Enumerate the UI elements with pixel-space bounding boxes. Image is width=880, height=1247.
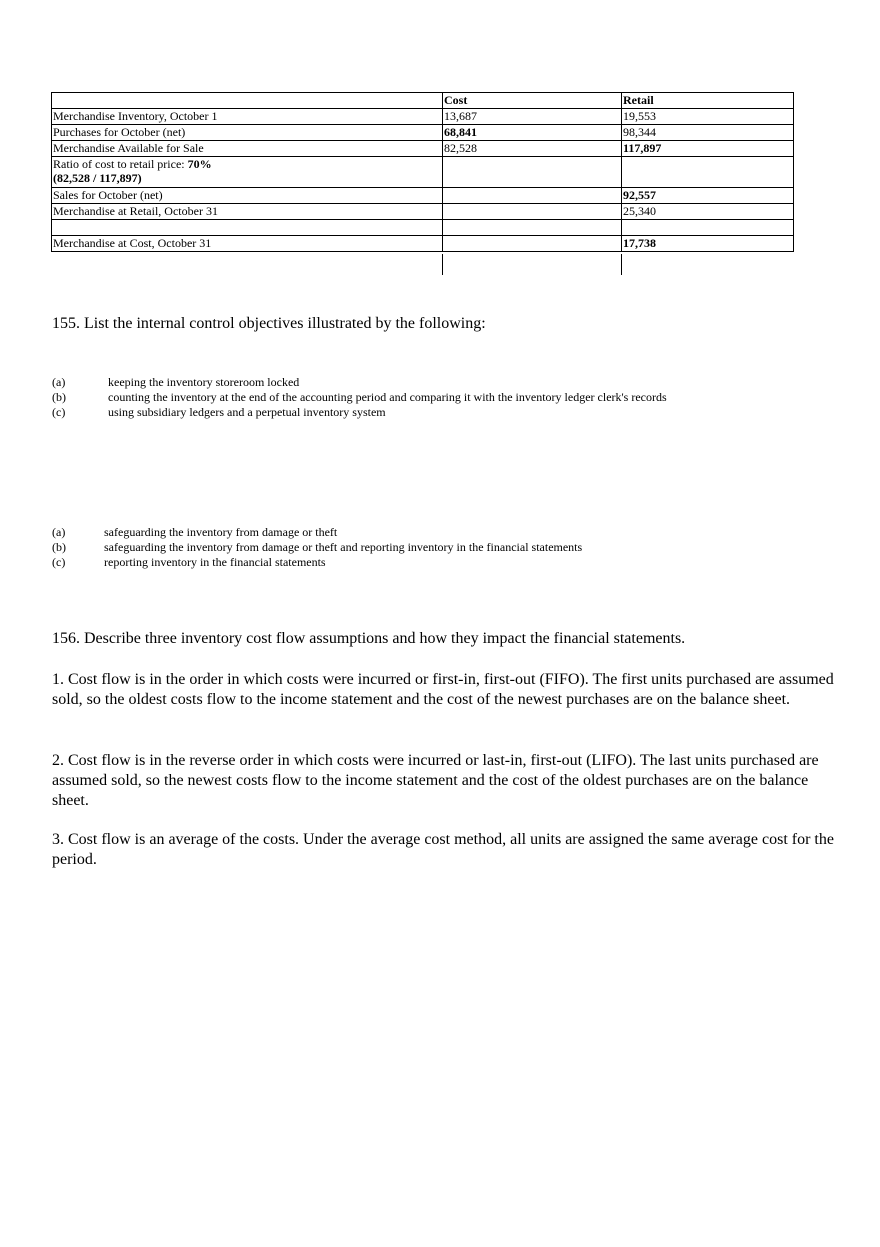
item-marker: (b)	[52, 390, 66, 404]
row-cost: 13,687	[443, 109, 622, 125]
table-row	[52, 204, 794, 220]
row-label: Purchases for October (net)	[52, 125, 443, 141]
item-text: safeguarding the inventory from damage or theft	[104, 525, 338, 539]
row-cost	[443, 188, 622, 204]
table-divider-line	[621, 254, 622, 275]
row-retail: 25,340	[622, 204, 794, 220]
row-cost	[443, 157, 622, 188]
item-text: using subsidiary ledgers and a perpetual inventory system	[108, 405, 386, 419]
item-marker: (c)	[52, 555, 66, 569]
table-row	[52, 141, 794, 157]
list-item	[52, 405, 667, 420]
header-label	[52, 93, 443, 109]
table-row-blank	[52, 220, 794, 236]
row-retail	[622, 220, 794, 236]
item-text: reporting inventory in the financial statements	[104, 555, 326, 569]
answer-lifo: 2. Cost flow is in the reverse order in which costs were incurred or last-in, first-out (LIFO). The last units purchased are assumed sold, so the newest costs flow to the income statement and the cost of the oldest purchases are on the balance sheet.	[52, 752, 819, 809]
ratio-label: Ratio of cost to retail price:	[53, 157, 188, 171]
item-text: safeguarding the inventory from damage or theft and reporting inventory in the financial statements	[104, 540, 583, 554]
list-item	[52, 555, 582, 570]
ratio-percent: 70%	[187, 157, 212, 171]
row-retail: 17,738	[622, 236, 794, 252]
item-text: keeping the inventory storeroom locked	[108, 375, 300, 389]
table-row	[52, 125, 794, 141]
row-retail: 117,897	[622, 141, 794, 157]
list-item	[52, 390, 667, 405]
table-row	[52, 236, 794, 252]
row-label	[52, 157, 443, 188]
item-marker: (a)	[52, 525, 66, 539]
row-cost	[443, 204, 622, 220]
table-row	[52, 188, 794, 204]
answer-fifo: 1. Cost flow is in the order in which costs were incurred or first-in, first-out (FIFO). The first units purchased are assumed sold, so the oldest costs flow to the income statement and the cost of the newest purchases are on the balance sheet.	[52, 671, 834, 708]
row-retail: 92,557	[622, 188, 794, 204]
row-cost: 68,841	[443, 125, 622, 141]
row-label: Sales for October (net)	[52, 188, 443, 204]
header-cost: Cost	[443, 93, 622, 109]
row-label: Merchandise Available for Sale	[52, 141, 443, 157]
question-155-items	[52, 375, 667, 420]
row-retail	[622, 157, 794, 188]
ratio-formula: (82,528 / 117,897)	[53, 171, 142, 185]
row-label	[52, 220, 443, 236]
row-label: Merchandise at Cost, October 31	[52, 236, 443, 252]
table-row	[52, 109, 794, 125]
question-155-answers	[52, 525, 582, 570]
list-item	[52, 525, 582, 540]
question-155-heading: 155. List the internal control objectives illustrated by the following:	[52, 315, 486, 332]
item-marker: (a)	[52, 375, 66, 389]
table-header-row	[52, 93, 794, 109]
list-item	[52, 540, 582, 555]
question-156-heading: 156. Describe three inventory cost flow assumptions and how they impact the financial statements.	[52, 630, 686, 647]
table-row-ratio	[52, 157, 794, 188]
header-retail: Retail	[622, 93, 794, 109]
item-marker: (c)	[52, 405, 66, 419]
item-text: counting the inventory at the end of the accounting period and comparing it with the inventory ledger clerk's records	[108, 390, 667, 404]
answer-average: 3. Cost flow is an average of the costs. Under the average cost method, all units are assigned the same average cost for the period.	[52, 831, 834, 868]
row-cost: 82,528	[443, 141, 622, 157]
row-cost	[443, 236, 622, 252]
row-cost	[443, 220, 622, 236]
list-item	[52, 375, 667, 390]
row-label: Merchandise Inventory, October 1	[52, 109, 443, 125]
table-divider-line	[442, 254, 443, 275]
row-label: Merchandise at Retail, October 31	[52, 204, 443, 220]
row-retail: 98,344	[622, 125, 794, 141]
retail-method-table	[51, 92, 794, 252]
item-marker: (b)	[52, 540, 66, 554]
row-retail: 19,553	[622, 109, 794, 125]
